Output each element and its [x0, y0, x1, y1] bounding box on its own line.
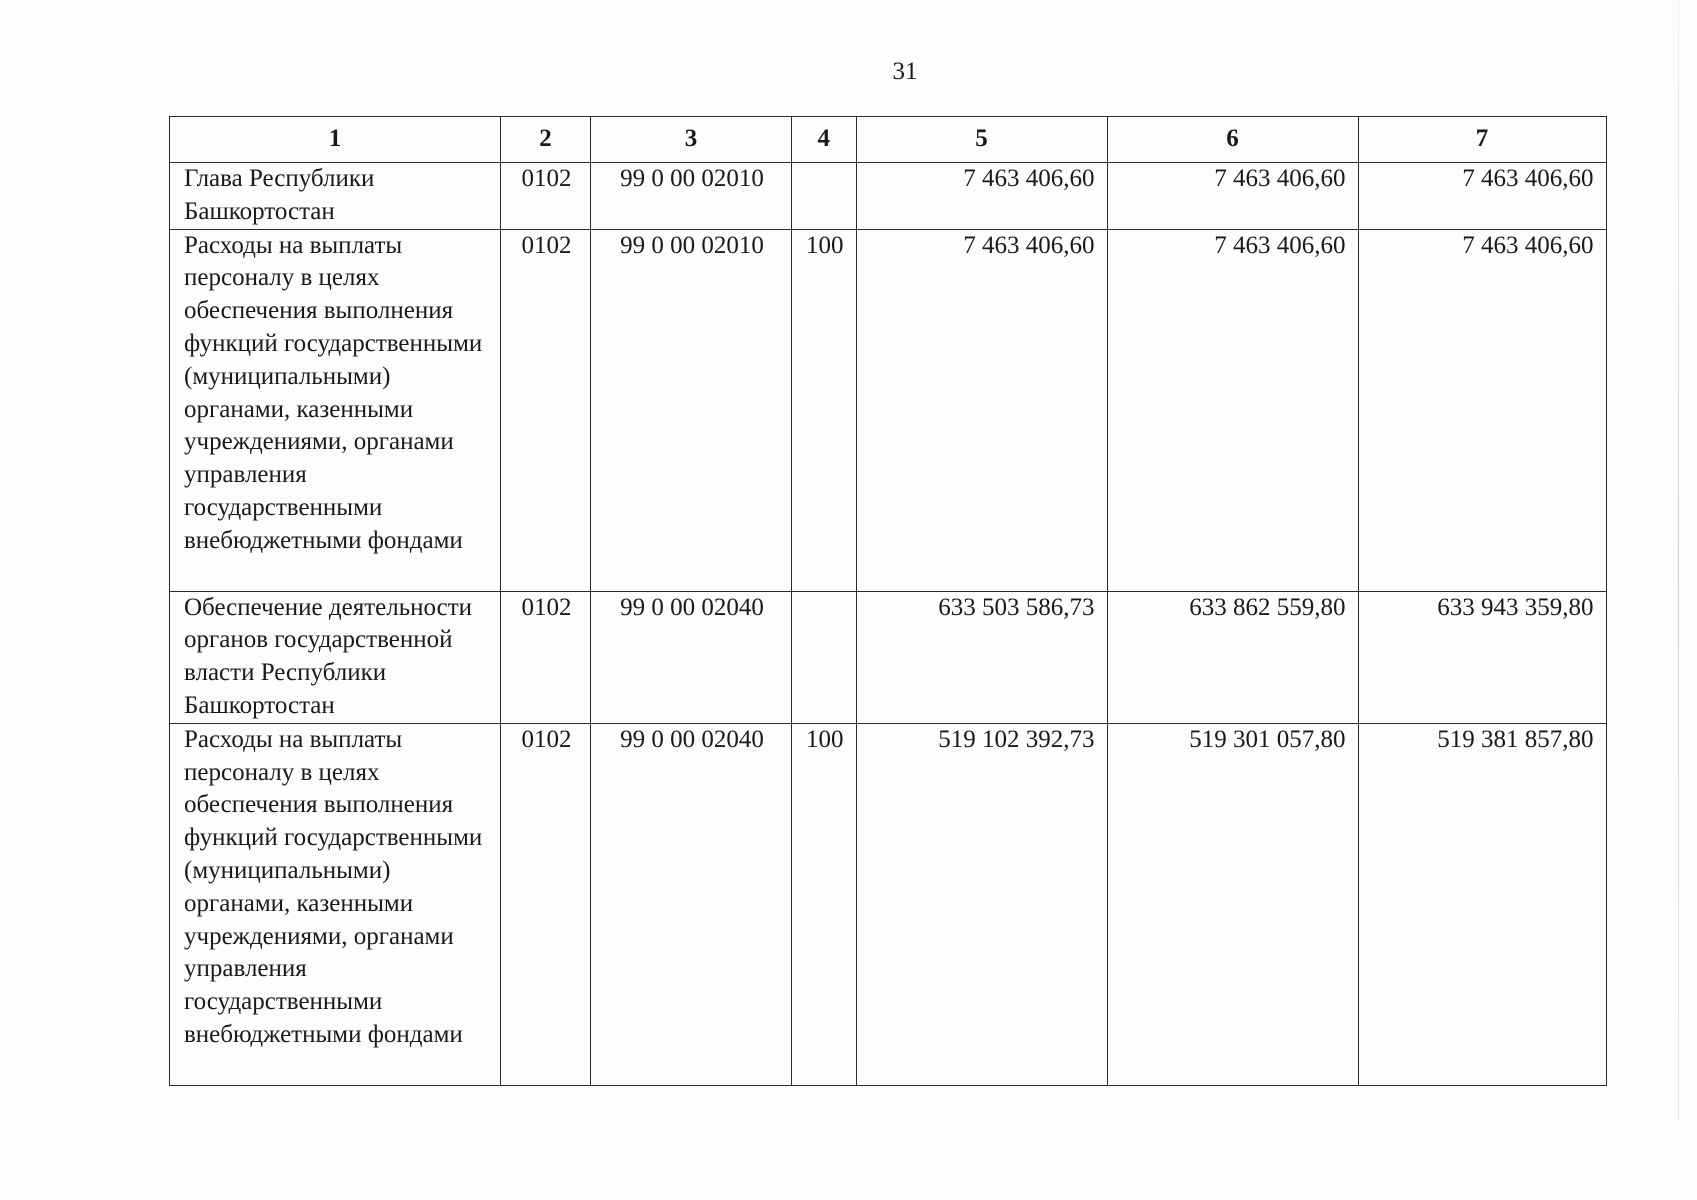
target-article-code: 99 0 00 02040: [591, 723, 792, 1085]
column-header: 5: [856, 117, 1107, 163]
table-row: [170, 229, 1607, 591]
column-header: 3: [591, 117, 792, 163]
page-number: 31: [892, 58, 918, 85]
target-article-code: 99 0 00 02010: [591, 229, 792, 591]
scan-edge-line: [1678, 0, 1679, 1120]
budget-table: [169, 116, 1607, 1086]
section-code: 0102: [501, 163, 591, 230]
column-header: 1: [170, 117, 501, 163]
amount-year-3: 7 463 406,60: [1358, 163, 1606, 230]
expense-name: Обеспечение деятельности органов государственной власти Республики Башкортостан: [170, 591, 501, 723]
amount-year-2: 633 862 559,80: [1107, 591, 1358, 723]
amount-year-3: 519 381 857,80: [1358, 723, 1606, 1085]
column-header: 2: [501, 117, 591, 163]
amount-year-2: 519 301 057,80: [1107, 723, 1358, 1085]
amount-year-3: 633 943 359,80: [1358, 591, 1606, 723]
amount-year-2: 7 463 406,60: [1107, 229, 1358, 591]
amount-year-1: 519 102 392,73: [856, 723, 1107, 1085]
amount-year-1: 7 463 406,60: [856, 163, 1107, 230]
expense-type-code: 100: [792, 723, 857, 1085]
amount-year-3: 7 463 406,60: [1358, 229, 1606, 591]
section-code: 0102: [501, 229, 591, 591]
amount-year-2: 7 463 406,60: [1107, 163, 1358, 230]
expense-name: Расходы на выплаты персоналу в целях обеспечения выполнения функций государственными (муниципальными) органами, казенными учреждениями, органами управления государственными внебюджетными фондами: [170, 723, 501, 1085]
table-header-row: [170, 117, 1607, 163]
amount-year-1: 633 503 586,73: [856, 591, 1107, 723]
target-article-code: 99 0 00 02010: [591, 163, 792, 230]
expense-type-code: [792, 163, 857, 230]
table-row: [170, 163, 1607, 230]
expense-type-code: 100: [792, 229, 857, 591]
target-article-code: 99 0 00 02040: [591, 591, 792, 723]
column-header: 6: [1107, 117, 1358, 163]
expense-name: Расходы на выплаты персоналу в целях обеспечения выполнения функций государственными (муниципальными) органами, казенными учреждениями, органами управления государственными внебюджетными фондами: [170, 229, 501, 591]
column-header: 4: [792, 117, 857, 163]
amount-year-1: 7 463 406,60: [856, 229, 1107, 591]
section-code: 0102: [501, 591, 591, 723]
expense-name: Глава Республики Башкортостан: [170, 163, 501, 230]
section-code: 0102: [501, 723, 591, 1085]
expense-type-code: [792, 591, 857, 723]
table-row: [170, 591, 1607, 723]
table-row: [170, 723, 1607, 1085]
column-header: 7: [1358, 117, 1606, 163]
